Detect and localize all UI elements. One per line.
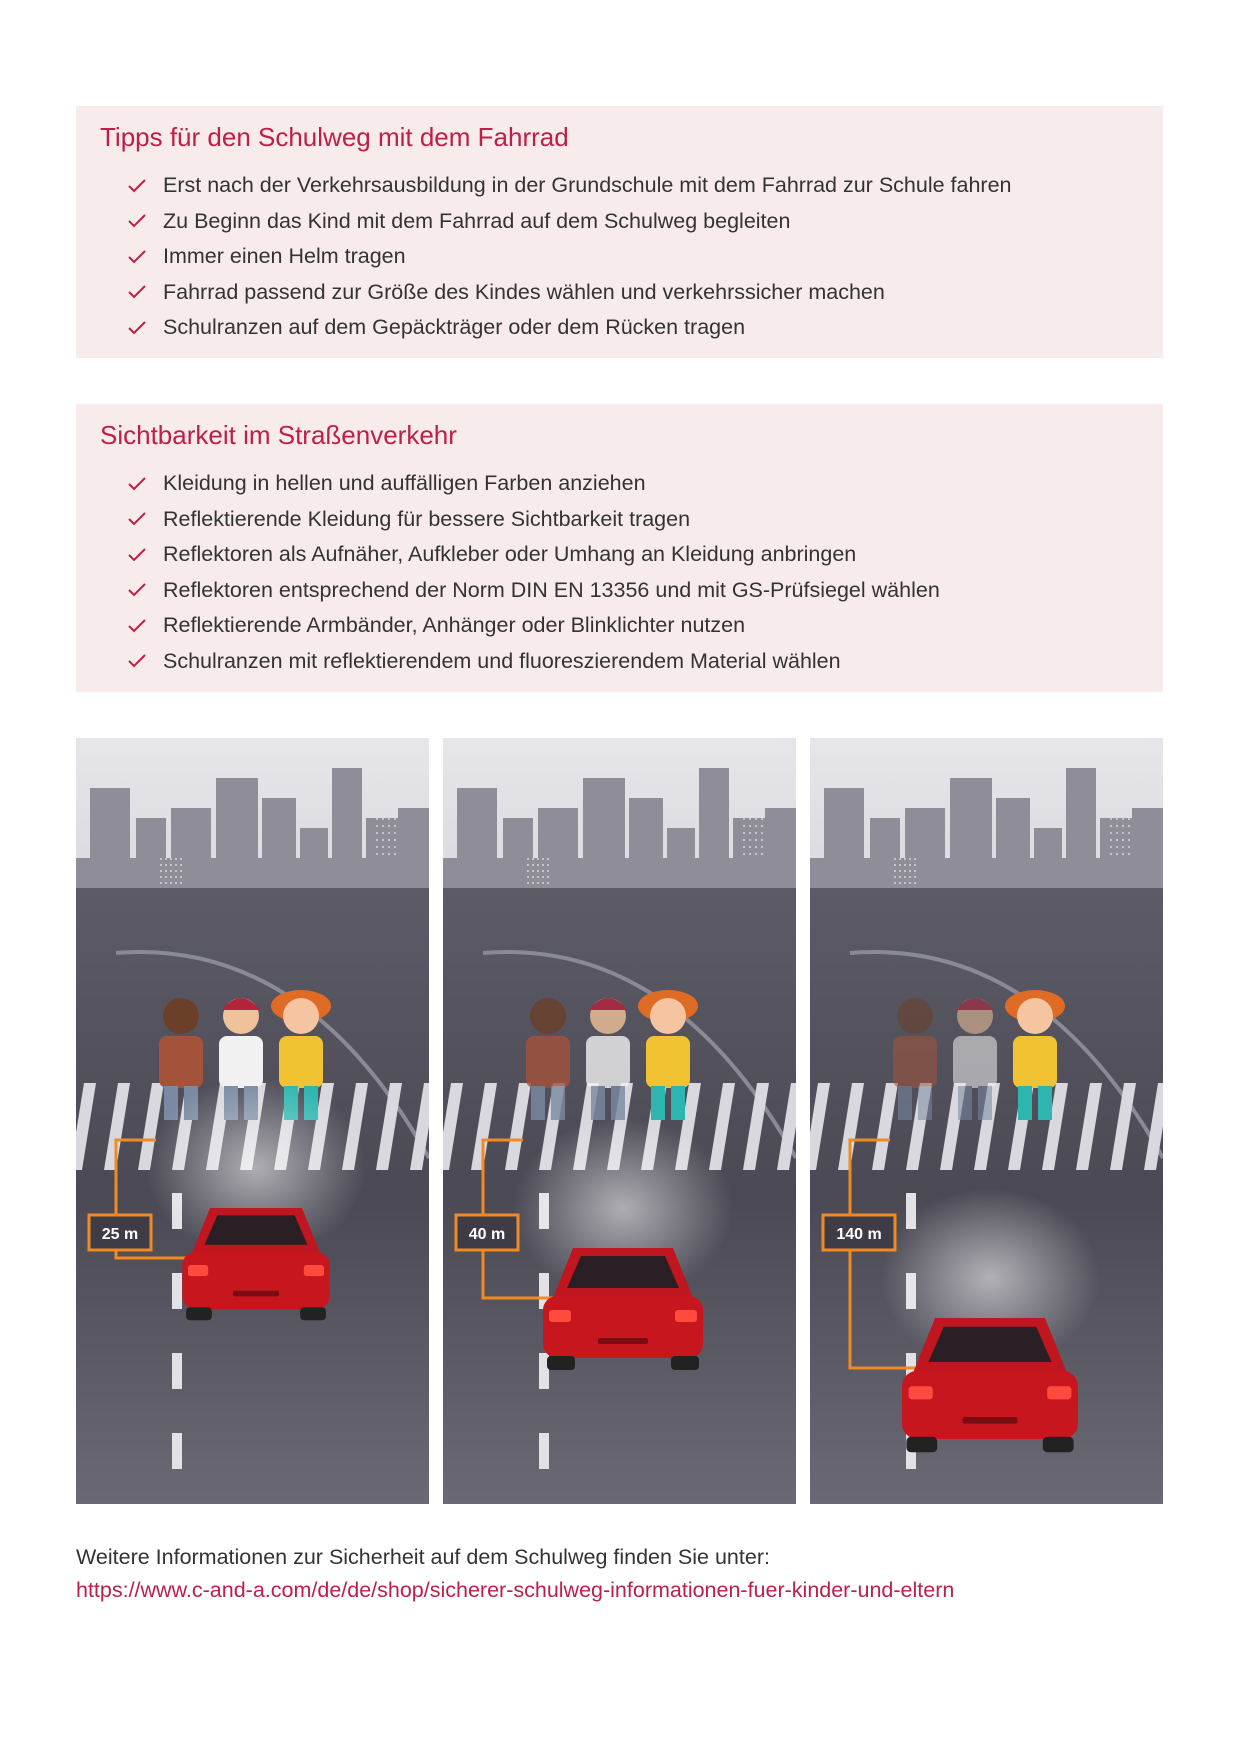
list-item-text: Fahrrad passend zur Größe des Kindes wählen und verkehrssicher machen <box>163 279 885 304</box>
list-item-text: Kleidung in hellen und auffälligen Farben anziehen <box>163 471 646 496</box>
checkmark-icon <box>127 476 147 492</box>
list-item <box>127 644 940 680</box>
list-item-text: Schulranzen mit reflektierendem und fluoreszierendem Material wählen <box>163 648 841 673</box>
checkmark-icon <box>127 547 147 563</box>
illustration-panel <box>443 738 796 1504</box>
list-item <box>127 466 940 502</box>
visibility-tips-title: Sichtbarkeit im Straßenverkehr <box>100 420 457 450</box>
checkmark-icon <box>127 511 147 527</box>
list-item-text: Erst nach der Verkehrsausbildung in der Grundschule mit dem Fahrrad zur Schule fahren <box>163 173 1012 198</box>
list-item <box>127 168 1012 204</box>
visibility-illustrations <box>76 738 1163 1504</box>
list-item <box>127 608 940 644</box>
street-scene-svg <box>76 738 429 1504</box>
checkmark-icon <box>127 213 147 229</box>
list-item-text: Immer einen Helm tragen <box>163 244 406 269</box>
list-item-text: Reflektierende Kleidung für bessere Sichtbarkeit tragen <box>163 506 691 531</box>
children-group <box>526 990 698 1120</box>
car <box>902 1318 1078 1452</box>
list-item-text: Schulranzen auf dem Gepäckträger oder dem Rücken tragen <box>163 315 746 340</box>
street-scene-svg <box>443 738 796 1504</box>
distance-label: 25 m <box>101 1226 139 1243</box>
list-item-text: Zu Beginn das Kind mit dem Fahrrad auf dem Schulweg begleiten <box>163 208 791 233</box>
list-item-text: Reflektoren als Aufnäher, Aufkleber oder Umhang an Kleidung anbringen <box>163 542 857 567</box>
list-item <box>127 239 1012 275</box>
footer <box>76 1545 954 1603</box>
list-item <box>127 573 940 609</box>
checkmark-icon <box>127 178 147 194</box>
bicycle-tips-list <box>127 168 1012 346</box>
visibility-tips-box <box>76 404 1163 692</box>
checkmark-icon <box>127 582 147 598</box>
bicycle-tips-box <box>76 106 1163 358</box>
distance-label: 140 m <box>836 1226 882 1243</box>
checkmark-icon <box>127 249 147 265</box>
illustration-panel <box>76 738 429 1504</box>
footer-text: Weitere Informationen zur Sicherheit auf dem Schulweg finden Sie unter: <box>76 1545 770 1569</box>
children-group <box>893 990 1065 1120</box>
bicycle-tips-title: Tipps für den Schulweg mit dem Fahrrad <box>100 122 569 152</box>
list-item-text: Reflektierende Armbänder, Anhänger oder Blinklichter nutzen <box>163 613 746 638</box>
checkmark-icon <box>127 320 147 336</box>
list-item <box>127 537 940 573</box>
list-item <box>127 502 940 538</box>
checkmark-icon <box>127 618 147 634</box>
visibility-tips-list <box>127 466 940 679</box>
car <box>543 1248 703 1370</box>
list-item <box>127 204 1012 240</box>
distance-label: 40 m <box>468 1226 506 1243</box>
checkmark-icon <box>127 653 147 669</box>
car <box>182 1208 329 1320</box>
info-link[interactable]: https://www.c-and-a.com/de/de/shop/sicherer-schulweg-informationen-fuer-kinder-und-eltern <box>76 1578 955 1602</box>
list-item <box>127 310 1012 346</box>
street-scene-svg <box>810 738 1163 1504</box>
list-item <box>127 275 1012 311</box>
list-item-text: Reflektoren entsprechend der Norm DIN EN 13356 und mit GS-Prüfsiegel wählen <box>163 577 940 602</box>
illustration-panel <box>810 738 1163 1504</box>
checkmark-icon <box>127 284 147 300</box>
